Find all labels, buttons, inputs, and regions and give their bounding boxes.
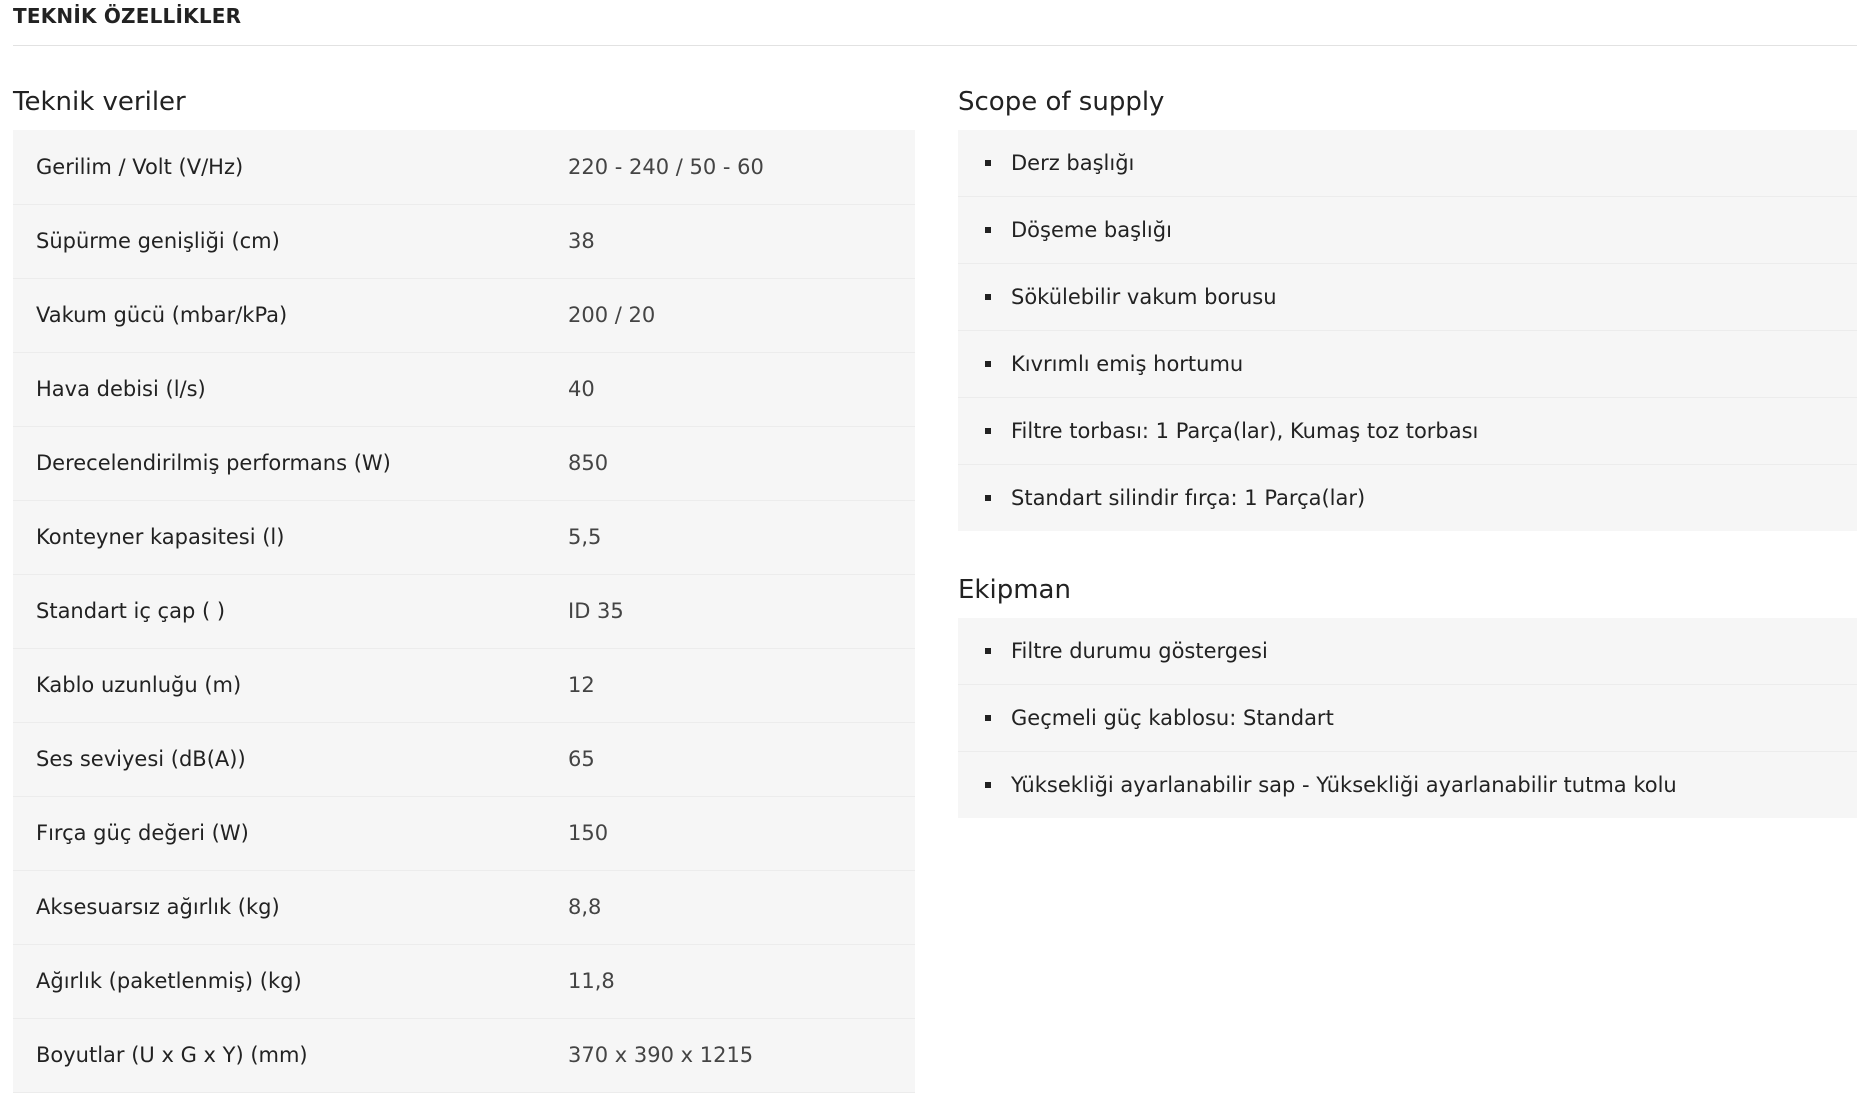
list-item: [958, 398, 1857, 465]
row-label: Konteyner kapasitesi (l): [36, 525, 285, 549]
list-item: [958, 752, 1857, 818]
row-value: 5,5: [568, 525, 602, 549]
row-value: 8,8: [568, 895, 602, 919]
table-row: [13, 204, 915, 278]
table-row: [13, 278, 915, 352]
table-row: [13, 500, 915, 574]
equipment-title: Ekipman: [958, 575, 1071, 605]
bullet-icon: [985, 160, 991, 166]
row-value: 150: [568, 821, 609, 845]
list-item-text: Kıvrımlı emiş hortumu: [1011, 352, 1244, 376]
list-item-text: Geçmeli güç kablosu: Standart: [1011, 706, 1334, 730]
table-row: [13, 944, 915, 1018]
row-value: 850: [568, 451, 609, 475]
section-header: [13, 0, 1857, 46]
row-value: 40: [568, 377, 595, 401]
row-value: 220 - 240 / 50 - 60: [568, 154, 764, 179]
list-item-text: Yüksekliği ayarlanabilir sap - Yüksekliği ayarlanabilir tutma kolu: [1011, 773, 1677, 797]
row-label: Gerilim / Volt (V/Hz): [36, 154, 244, 179]
list-item: [958, 264, 1857, 331]
bullet-icon: [985, 648, 991, 654]
technical-data-column: [13, 80, 915, 1093]
row-value: 65: [568, 747, 595, 771]
row-label: Boyutlar (U x G x Y) (mm): [36, 1043, 308, 1067]
list-item-text: Döşeme başlığı: [1011, 218, 1172, 242]
row-label: Kablo uzunluğu (m): [36, 673, 242, 697]
row-value: 200 / 20: [568, 303, 656, 327]
row-label: Derecelendirilmiş performans (W): [36, 451, 391, 475]
technical-data-table: [13, 130, 915, 1093]
row-value: 370 x 390 x 1215: [568, 1043, 754, 1067]
list-item-text: Filtre torbası: 1 Parça(lar), Kumaş toz torbası: [1011, 419, 1479, 443]
bullet-icon: [985, 495, 991, 501]
section-title: TEKNİK ÖZELLİKLER: [13, 4, 242, 28]
table-row: [13, 722, 915, 796]
list-item-text: Standart silindir fırça: 1 Parça(lar): [1011, 486, 1366, 510]
row-value: ID 35: [568, 599, 624, 623]
bullet-icon: [985, 715, 991, 721]
list-item-text: Filtre durumu göstergesi: [1011, 639, 1268, 663]
table-row: [13, 870, 915, 944]
equipment-list: [958, 618, 1857, 818]
table-row: [13, 426, 915, 500]
list-item-text: Sökülebilir vakum borusu: [1011, 285, 1277, 309]
list-item: [958, 197, 1857, 264]
row-value: 12: [568, 673, 595, 697]
row-label: Aksesuarsız ağırlık (kg): [36, 895, 280, 919]
technical-data-title: Teknik veriler: [13, 87, 186, 117]
list-item-text: Derz başlığı: [1011, 151, 1135, 175]
row-label: Hava debisi (l/s): [36, 377, 206, 401]
list-item: [958, 331, 1857, 398]
row-value: 38: [568, 229, 595, 253]
table-row: [13, 352, 915, 426]
row-label: Standart iç çap ( ): [36, 599, 226, 623]
row-label: Ağırlık (paketlenmiş) (kg): [36, 969, 302, 993]
table-row: [13, 648, 915, 722]
list-item: [958, 465, 1857, 531]
bullet-icon: [985, 227, 991, 233]
bullet-icon: [985, 294, 991, 300]
row-value: 11,8: [568, 969, 615, 993]
table-row: [13, 796, 915, 870]
bullet-icon: [985, 428, 991, 434]
table-row: [13, 130, 915, 204]
bullet-icon: [985, 782, 991, 788]
supply-equipment-column: [958, 80, 1857, 818]
list-item: [958, 130, 1857, 197]
list-item: [958, 618, 1857, 685]
scope-of-supply-title: Scope of supply: [958, 87, 1165, 117]
row-label: Süpürme genişliği (cm): [36, 229, 280, 253]
scope-of-supply-list: [958, 130, 1857, 531]
row-label: Ses seviyesi (dB(A)): [36, 747, 246, 771]
table-row: [13, 1018, 915, 1092]
bullet-icon: [985, 361, 991, 367]
table-row: [13, 574, 915, 648]
list-item: [958, 685, 1857, 752]
row-label: Fırça güç değeri (W): [36, 821, 249, 845]
row-label: Vakum gücü (mbar/kPa): [36, 303, 288, 327]
